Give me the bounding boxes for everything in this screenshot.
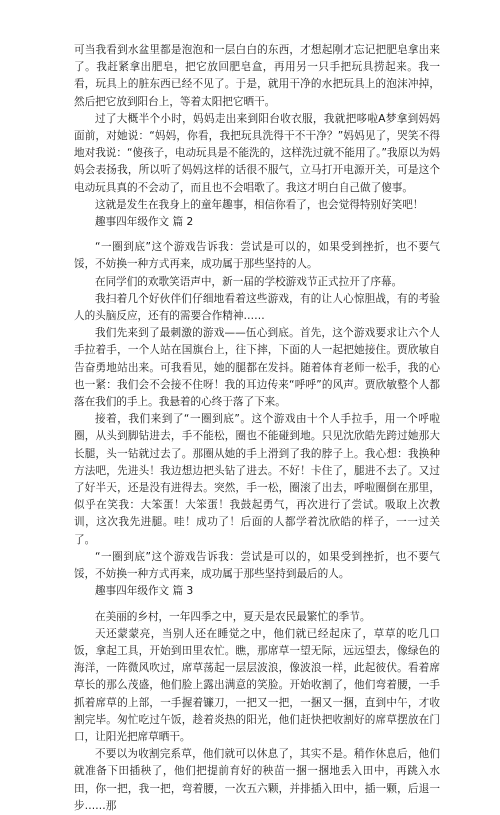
paragraph: 天还蒙蒙亮，当别人还在睡觉之中，他们就已经起床了，草草的吃几口饭，拿起工具，开始到田里农忙。瞧，那席草一望无际，远远望去，像绿色的海洋，一阵微风吹过，席草荡起一层层波浪，像波浪一样，此起彼伏。看着席草长的那么茂盛，他们脸上露出满意的笑脸。开始收割了，他们弯着腰，一手抓着席草的上部，一手握着镰刀，一把又一把，一捆又一捆，直到中午，才收割完毕。匆忙吃过午饭，趁着炎热的阳光，他们赶快把收割好的席草摆放在门口，让阳光把席草晒干。: [74, 627, 440, 743]
paragraph: “一圈到底”这个游戏告诉我：尝试是可以的，如果受到挫折，也不要气馁，不妨换一种方式再来，成功属于那些坚持到最后的人。: [74, 550, 440, 581]
paragraph: 不要以为收割完系草，他们就可以休息了，其实不是。稍作休息后，他们就准备下田插秧了，他们把提前育好的秧苗一捆一捆地丢入田中，再跳入水田，你一把，我一把，弯着腰，一次五六颗，并排插入田中，插一颗，后退一步……那: [74, 748, 440, 812]
paragraph: 接着，我们来到了“一圈到底”。这个游戏由十个人手拉手，用一个呼啦圈，从头到脚钻进去，手不能松，圈也不能碰到地。只见沈欣皓先跨过她那大长腿，头一钻就过去了。那圈从她的手上滑到了我的脖子上。我心想：我换种方法吧，先进头！我边想边把头钻了进去。不好！卡住了，腿进不去了。又过了好半天，还是没有进得去。突然，手一松，圈滚了出去，呼啦圈倒在那里，似乎在笑我：大笨蛋！大笨蛋！我鼓起勇气，再次进行了尝试。吸取上次教训，这次我先进腿。哇！成功了！后面的人都学着沈欣皓的样子，一一过关了。: [74, 413, 440, 546]
paragraph: 在同学们的欢歌笑语声中，新一届的学校游戏节正式拉开了序幕。: [95, 275, 403, 288]
section-title: 趣事四年级作文 篇 3: [95, 585, 194, 598]
paragraph: 我们先来到了最刺激的游戏——伍心到底。首先，这个游戏要求让六个人手拉着手，一个人站在国旗台上，往下摔，下面的人一起把她接住。贾欣敏自告奋勇地站出来。可我看见，她的腿都在发抖。随着体育老师一松手，我的心也一紧：我们会不会接不住呀！我的耳边传来“呼呼”的风声。贾欣敏整个人都落在我们的手上。我悬着的心终于落了下来。: [74, 327, 440, 409]
paragraph: “一圈到底”这个游戏告诉我：尝试是可以的，如果受到挫折，也不要气馁，不妨换一种方式再来，成功属于那些坚持的人。: [74, 241, 440, 271]
paragraph: 这就是发生在我身上的童年趣事，相信你看了，也会觉得特别好笑吧！: [95, 198, 424, 211]
paragraph: 在美丽的乡村，一年四季之中，夏天是农民最繁忙的季节。: [95, 610, 371, 623]
paragraph: 我扫着几个好伙伴们仔细地看着这些游戏，有的让人心惊胆战，有的考验人的头脑反应，还有的需要合作精神……: [74, 292, 440, 323]
section-title: 趣事四年级作文 篇 2: [95, 216, 194, 229]
paragraph: 可当我看到水盆里都是泡泡和一层白白的东西，才想起刚才忘记把肥皂拿出来了。我赶紧拿出肥皂，把它放回肥皂盒，再用另一只手把玩具捞起来。我一看，玩具上的脏东西已经不见了。于是，就用干净的水把玩具上的泡沫冲掉，然后把它放到阳台上，等着太阳把它晒干。: [74, 44, 440, 108]
paragraph: 过了大概半个小时，妈妈走出来到阳台收衣服，我就把哆啦A梦拿到妈妈面前，对她说：“妈妈，你看，我把玩具洗得干不干净？”妈妈见了，哭笑不得地对我说：“傻孩子，电动玩具是不能洗的，这样洗过就不能用了。”我原以为妈妈会表扬我，所以听了妈妈这样的话很不服气，立马打开电源开关，可是这个电动玩具真的不会动了，而且也不会唱歌了。我这才明白自己做了傻事。: [74, 112, 440, 194]
